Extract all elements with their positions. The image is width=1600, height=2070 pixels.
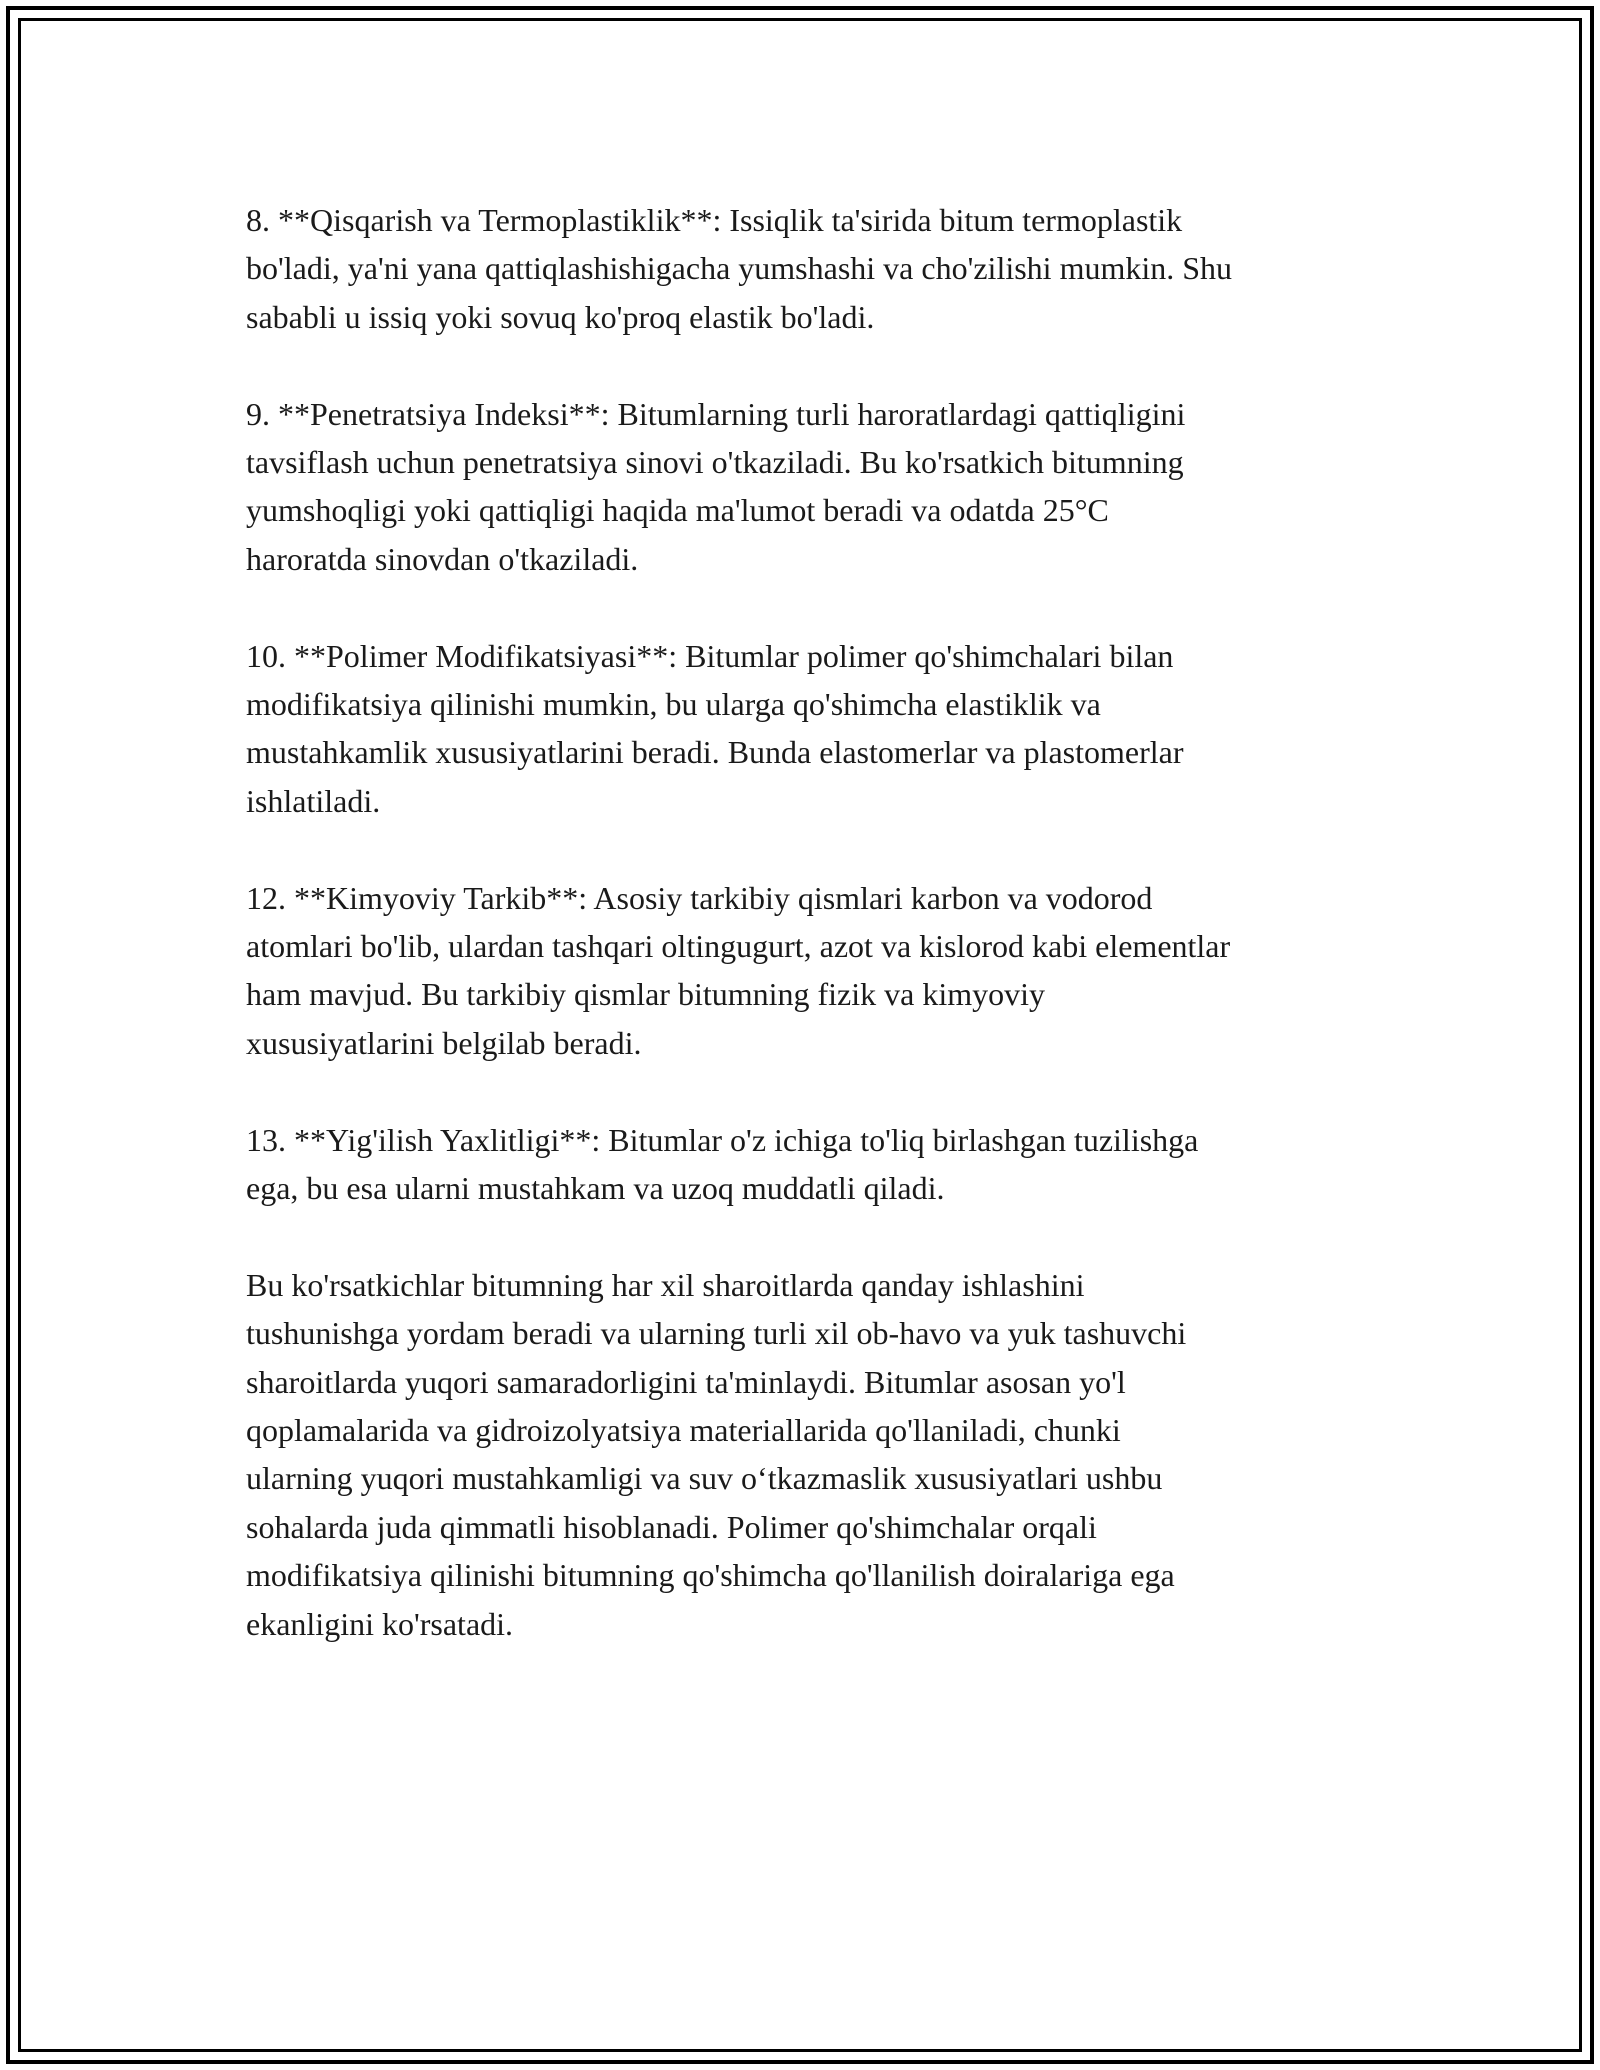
- text-line: Bu ko'rsatkichlar bitumning har xil sharoitlarda qanday ishlashini: [246, 1266, 1085, 1303]
- text-line: haroratda sinovdan o'tkaziladi.: [246, 540, 639, 577]
- text-line: xususiyatlarini belgilab beradi.: [246, 1024, 642, 1061]
- text-line: 9. **Penetratsiya Indeksi**: Bitumlarning turli haroratlardagi qattiqligini: [246, 395, 1186, 432]
- paragraph-summary: [246, 1261, 1396, 1648]
- text-line: mustahkamlik xususiyatlarini beradi. Bunda elastomerlar va plastomerlar: [246, 734, 1184, 771]
- paragraph-item-13: [246, 1116, 1396, 1213]
- text-line: 12. **Kimyoviy Tarkib**: Asosiy tarkibiy qismlari karbon va vodorod: [246, 879, 1153, 916]
- text-line: ularning yuqori mustahkamligi va suv o‘tkazmaslik xususiyatlari ushbu: [246, 1460, 1163, 1497]
- paragraph-item-9: [246, 390, 1396, 584]
- document-body: [246, 196, 1396, 1697]
- page-border: [6, 6, 1594, 2064]
- text-line: qoplamalarida va gidroizolyatsiya materiallarida qo'llaniladi, chunki: [246, 1412, 1121, 1449]
- paragraph-item-8: [246, 196, 1396, 341]
- text-line: sharoitlarda yuqori samaradorligini ta'minlaydi. Bitumlar asosan yo'l: [246, 1363, 1126, 1400]
- text-line: atomlari bo'lib, ulardan tashqari oltingugurt, azot va kislorod kabi elementlar: [246, 928, 1231, 965]
- text-line: tavsiflash uchun penetratsiya sinovi o'tkaziladi. Bu ko'rsatkich bitumning: [246, 444, 1184, 481]
- text-line: 13. **Yig'ilish Yaxlitligi**: Bitumlar o'z ichiga to'liq birlashgan tuzilishga: [246, 1121, 1199, 1158]
- text-line: sohalarda juda qimmatli hisoblanadi. Polimer qo'shimchalar orqali: [246, 1508, 1097, 1545]
- text-line: ekanligini ko'rsatadi.: [246, 1605, 514, 1642]
- paragraph-item-10: [246, 632, 1396, 826]
- text-line: ishlatiladi.: [246, 782, 381, 819]
- text-line: 8. **Qisqarish va Termoplastiklik**: Issiqlik ta'sirida bitum termoplastik: [246, 202, 1183, 238]
- text-line: sababli u issiq yoki sovuq ko'proq elastik bo'ladi.: [246, 298, 875, 335]
- text-line: bo'ladi, ya'ni yana qattiqlashishigacha yumshashi va cho'zilishi mumkin. Shu: [246, 250, 1233, 287]
- paragraph-item-12: [246, 874, 1396, 1068]
- text-line: modifikatsiya qilinishi mumkin, bu ularga qo'shimcha elastiklik va: [246, 686, 1101, 723]
- text-line: tushunishga yordam beradi va ularning turli xil ob-havo va yuk tashuvchi: [246, 1315, 1187, 1352]
- text-line: ega, bu esa ularni mustahkam va uzoq muddatli qiladi.: [246, 1170, 945, 1207]
- text-line: ham mavjud. Bu tarkibiy qismlar bitumning fizik va kimyoviy: [246, 976, 1046, 1013]
- text-line: modifikatsiya qilinishi bitumning qo'shimcha qo'llanilish doiralariga ega: [246, 1557, 1175, 1594]
- text-line: 10. **Polimer Modifikatsiyasi**: Bitumlar polimer qo'shimchalari bilan: [246, 637, 1174, 674]
- text-line: yumshoqligi yoki qattiqligi haqida ma'lumot beradi va odatda 25°C: [246, 492, 1109, 529]
